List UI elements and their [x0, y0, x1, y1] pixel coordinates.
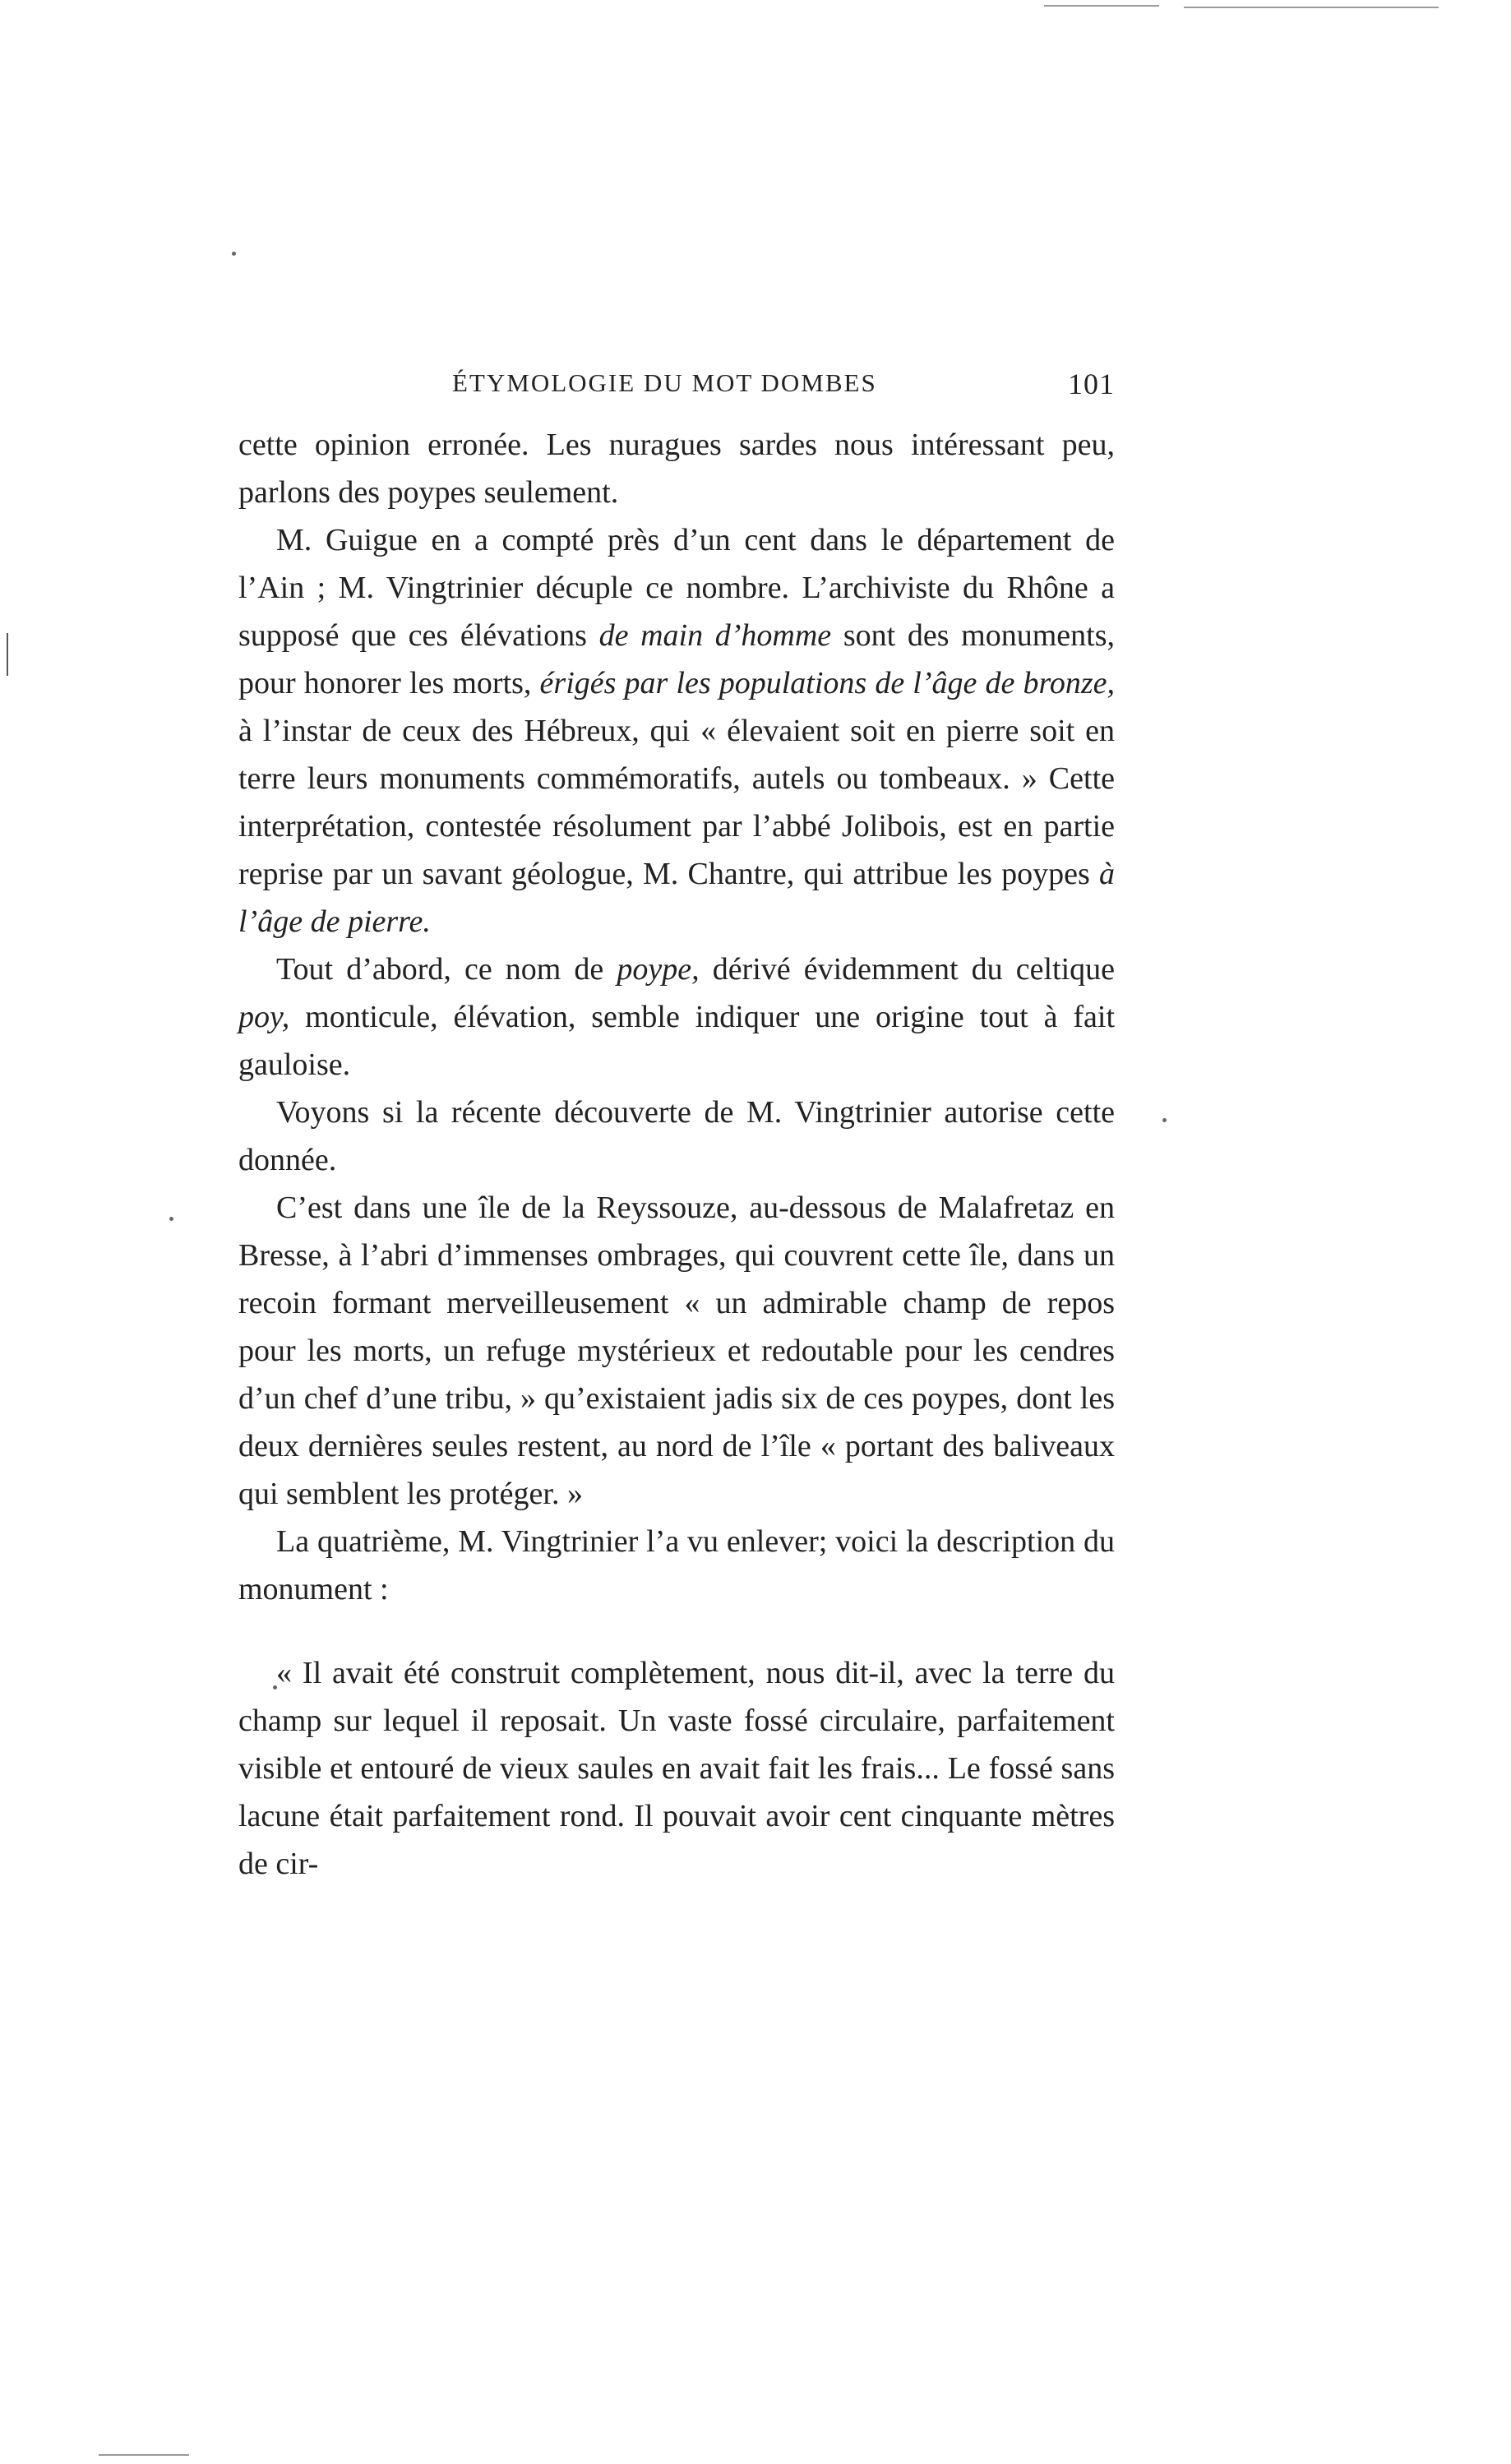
paragraph-opinion: cette opinion erronée. Les nuragues sardes nous intéressant peu, parlons des poypes seulement. [238, 428, 1115, 510]
paragraph-discovery: Voyons si la récente découverte de M. Vingtrinier autorise cette donnée. [238, 1095, 1115, 1177]
ink-speck [232, 252, 236, 256]
ink-speck [1162, 1118, 1167, 1122]
running-title: ÉTYMOLOGIE DU MOT DOMBES [452, 368, 877, 397]
ink-speck [169, 1217, 173, 1221]
italic-phrase: à l’âge de pierre. [238, 857, 1115, 939]
paragraph-poype-name: Tout d’abord, ce nom de poype, dérivé évidemment du celtique poy, monticule, élévation, semble indiquer une origine tout à fait gauloise. [238, 952, 1115, 1082]
scan-artifact-bottom-rule [99, 2454, 189, 2456]
paragraph-quotation: « Il avait été construit complètement, nous dit-il, avec la terre du champ sur lequel il reposait. Un vaste fossé circulaire, parfaitement visible et entouré de vieux saules en avait fait les frais... Le fossé sans lacune était parfaitement rond. Il pouvait avoir cent cinquante mètres de cir- [238, 1656, 1115, 1881]
body-text [238, 421, 1115, 1888]
paragraph-reyssouze: C’est dans une île de la Reyssouze, au-dessous de Malafretaz en Bresse, à l’abri d’immenses ombrages, qui couvrent cette île, dans un recoin formant merveilleusement « un admirable champ de repos pour les morts, un refuge mystérieux et redoutable pour les cendres d’un chef d’une tribu, » qu’existaient jadis six de ces poypes, dont les deux dernières seules restent, au nord de l’île « portant des baliveaux qui semblent les protéger. » [238, 1190, 1115, 1511]
running-header [238, 368, 1126, 409]
scan-artifact-top-rule [1044, 5, 1159, 7]
italic-word: poype, [617, 952, 700, 987]
scan-artifact-top-rule [1184, 7, 1439, 8]
italic-phrase: de main d’homme [598, 618, 832, 653]
italic-word: poy, [238, 1000, 290, 1034]
paragraph-guigue: M. Guigue en a compté près d’un cent dans le département de l’Ain ; M. Vingtrinier décuple ce nombre. L’archiviste du Rhône a supposé que ces élévations de main d’homme sont des monuments, pour honorer les morts, érigés par les populations de l’âge de bronze, à l’instar de ceux des Hébreux, qui « élevaient soit en pierre soit en terre leurs monuments commémoratifs, autels ou tombeaux. » Cette interprétation, contestée résolument par l’abbé Jolibois, est en partie reprise par un savant géologue, M. Chantre, qui attribue les poypes à l’âge de pierre. [238, 523, 1115, 939]
paragraph-fourth-mound: La quatrième, M. Vingtrinier l’a vu enlever; voici la description du monument : [238, 1524, 1115, 1606]
margin-mark [7, 633, 8, 676]
italic-phrase: érigés par les populations de l’âge de bronze, [539, 666, 1115, 700]
page-number: 101 [1068, 368, 1115, 400]
